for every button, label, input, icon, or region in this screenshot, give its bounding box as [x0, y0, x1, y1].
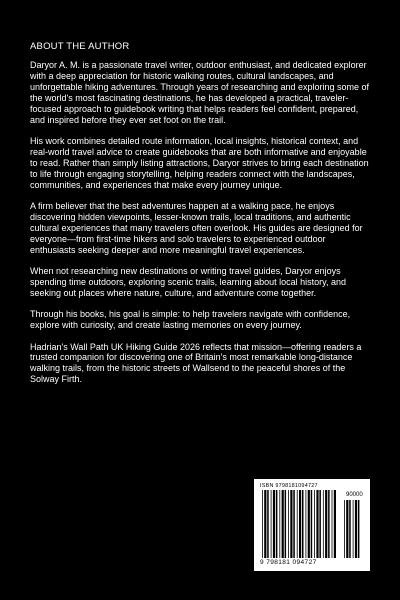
isbn-digits: 9 798181 094727	[260, 559, 317, 566]
isbn-barcode	[254, 479, 370, 571]
price-code: 90000	[346, 492, 363, 498]
bio-paragraph: Hadrian's Wall Path UK Hiking Guide 2026 reflects that mission—offering readers a trusted companion for discovering one of Britain's most remarkable long-distance walking trails, from the historic streets of Wallsend to the peaceful shores of the Solway Firth.	[30, 341, 362, 385]
barcode-bars-icon	[260, 490, 364, 560]
author-bio	[30, 60, 372, 396]
isbn-label: ISBN 9798181094727	[260, 483, 318, 489]
section-title: ABOUT THE AUTHOR	[30, 41, 130, 52]
bio-paragraph: His work combines detailed route information, local insights, historical context, and real-world travel advice to create guidebooks that are both informative and enjoyable to read. Rather than simply listing attractions, Daryor strives to bring each destination to life through engaging storytelling, helping readers connect with the landscapes, communities, and experiences that make every journey unique.	[30, 135, 369, 190]
bio-paragraph: When not researching new destinations or writing travel guides, Daryor enjoys spending time outdoors, exploring scenic trails, learning about local history, and seeking out places where nature, culture, and adventure come together.	[30, 266, 347, 298]
bio-paragraph: Daryor A. M. is a passionate travel writer, outdoor enthusiast, and dedicated explorer with a deep appreciation for historic walking routes, cultural landscapes, and unforgettable hiking adventures. Through years of researching and exploring some of the world's most fascinating destinations, he has developed a practical, traveler-focused approach to guidebook writing that helps readers feel confident, prepared, and inspired before they ever set foot on the trail.	[30, 60, 370, 125]
bio-paragraph: Through his books, his goal is simple: to help travelers navigate with confidence, explore with curiosity, and create lasting memories on every journey.	[30, 309, 351, 331]
bio-paragraph: A firm believer that the best adventures happen at a walking pace, he enjoys discovering hidden viewpoints, lesser-known trails, local traditions, and authentic cultural experiences that many travelers often overlook. His guides are designed for everyone—from first-time hikers and solo travelers to experienced outdoor enthusiasts seeking deeper and more meaningful travel experiences.	[30, 200, 363, 255]
